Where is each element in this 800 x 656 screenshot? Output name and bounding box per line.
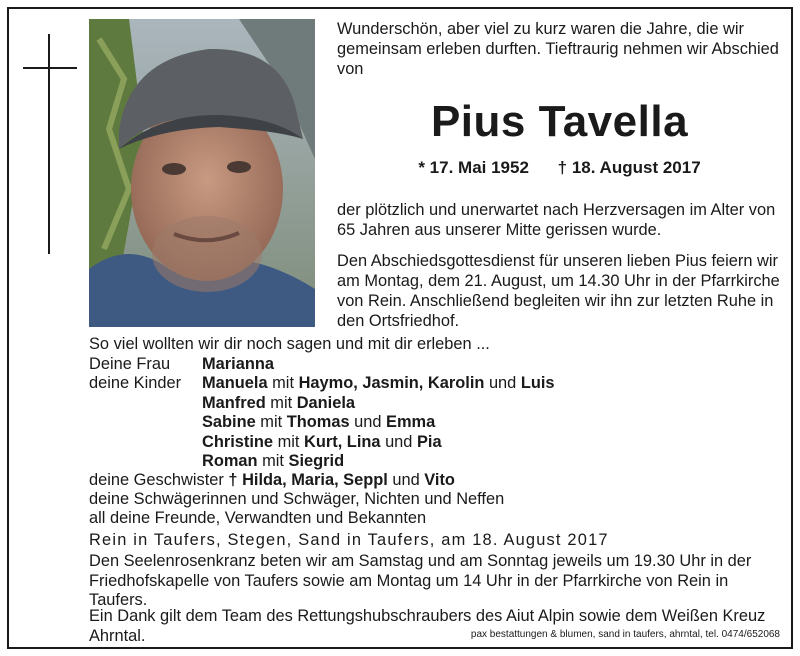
kids-connector: mit	[273, 432, 305, 451]
thanks-text: Ein Dank gilt dem Team des Rettungshubschraubers des Aiut Alpin sowie dem Weißen Kreuz Ahrntal.	[89, 607, 766, 645]
wife-label: Deine Frau	[89, 355, 171, 373]
deceased-name: Pius Tavella	[430, 97, 689, 146]
kids-name: Haymo, Jasmin, Karolin	[298, 374, 485, 392]
place-and-date: Rein in Taufers, Stegen, Sand in Taufers, am 18. August 2017	[89, 531, 609, 549]
kids-name: Kurt, Lina	[304, 432, 381, 451]
kids-connector: mit	[267, 374, 299, 392]
siblings-and: und	[387, 471, 425, 489]
family-inlaws-row: deine Schwägerinnen und Schwäger, Nichten und Neffen	[89, 490, 505, 508]
kids-connector: und	[349, 413, 387, 431]
kids-name: Sabine	[202, 413, 256, 431]
kids-name: Luis	[520, 374, 555, 392]
family-intro: So viel wollten wir dir noch sagen und mit dir erleben ...	[89, 335, 490, 353]
kids-row	[202, 374, 555, 394]
kids-name: Emma	[386, 413, 436, 431]
kids-name: Daniela	[296, 393, 356, 412]
family-wife-row	[89, 355, 274, 375]
kids-connector: mit	[257, 452, 289, 470]
family-siblings-row	[89, 471, 455, 491]
kids-connector: mit	[265, 393, 297, 412]
siblings-label: deine Geschwister	[89, 471, 224, 489]
death-text: der plötzlich und unerwartet nach Herzversagen im Alter von 65 Jahren aus unserer Mitte gerissen wurde.	[337, 201, 776, 239]
kids-name: Roman	[202, 452, 258, 470]
kids-row	[202, 433, 442, 453]
portrait-photo	[89, 19, 315, 327]
life-dates	[337, 157, 782, 179]
kids-row	[202, 452, 344, 472]
kids-label: deine Kinder	[89, 374, 182, 392]
intro-text: Wunderschön, aber viel zu kurz waren die Jahre, die wir gemeinsam erleben durften. Tieftraurig nehmen wir Abschied von	[337, 20, 779, 78]
wife-name: Marianna	[202, 355, 274, 373]
funeral-service-text: Den Abschiedsgottesdienst für unseren lieben Pius feiern wir am Montag, dem 21. August, um 14.30 Uhr in der Pfarrkirche von Rein. Anschließend begleiten wir ihn zur letzten Ruhe in den Ortsfriedhof.	[337, 252, 780, 330]
kids-row	[202, 413, 435, 433]
siblings-names: † Hilda, Maria, Seppl	[228, 471, 388, 489]
kids-name: Thomas	[286, 413, 350, 431]
family-kids-label-row	[89, 374, 202, 394]
kids-connector: und	[484, 374, 521, 392]
cross-icon-horizontal	[23, 67, 77, 69]
death-date: † 18. August 2017	[557, 158, 701, 177]
family-friends-row: all deine Freunde, Verwandten und Bekannten	[89, 509, 427, 527]
siblings-last: Vito	[424, 471, 455, 489]
kids-connector: mit	[255, 413, 287, 431]
kids-name: Pia	[416, 432, 442, 451]
kids-name: Christine	[202, 432, 274, 451]
kids-name: Manfred	[202, 393, 266, 412]
kids-connector: und	[380, 432, 417, 451]
rosary-text: Den Seelenrosenkranz beten wir am Samstag und am Sonntag jeweils um 19.30 Uhr in der Friedhofskapelle von Taufers sowie am Montag um 14 Uhr in der Pfarrkirche von Rein in Taufers.	[89, 552, 752, 609]
kids-name: Manuela	[202, 374, 268, 392]
kids-row	[202, 394, 355, 414]
birth-date: * 17. Mai 1952	[418, 158, 529, 177]
kids-name: Siegrid	[288, 452, 345, 470]
funeral-home-footer: pax bestattungen & blumen, sand in taufers, ahrntal, tel. 0474/652068	[470, 629, 780, 640]
